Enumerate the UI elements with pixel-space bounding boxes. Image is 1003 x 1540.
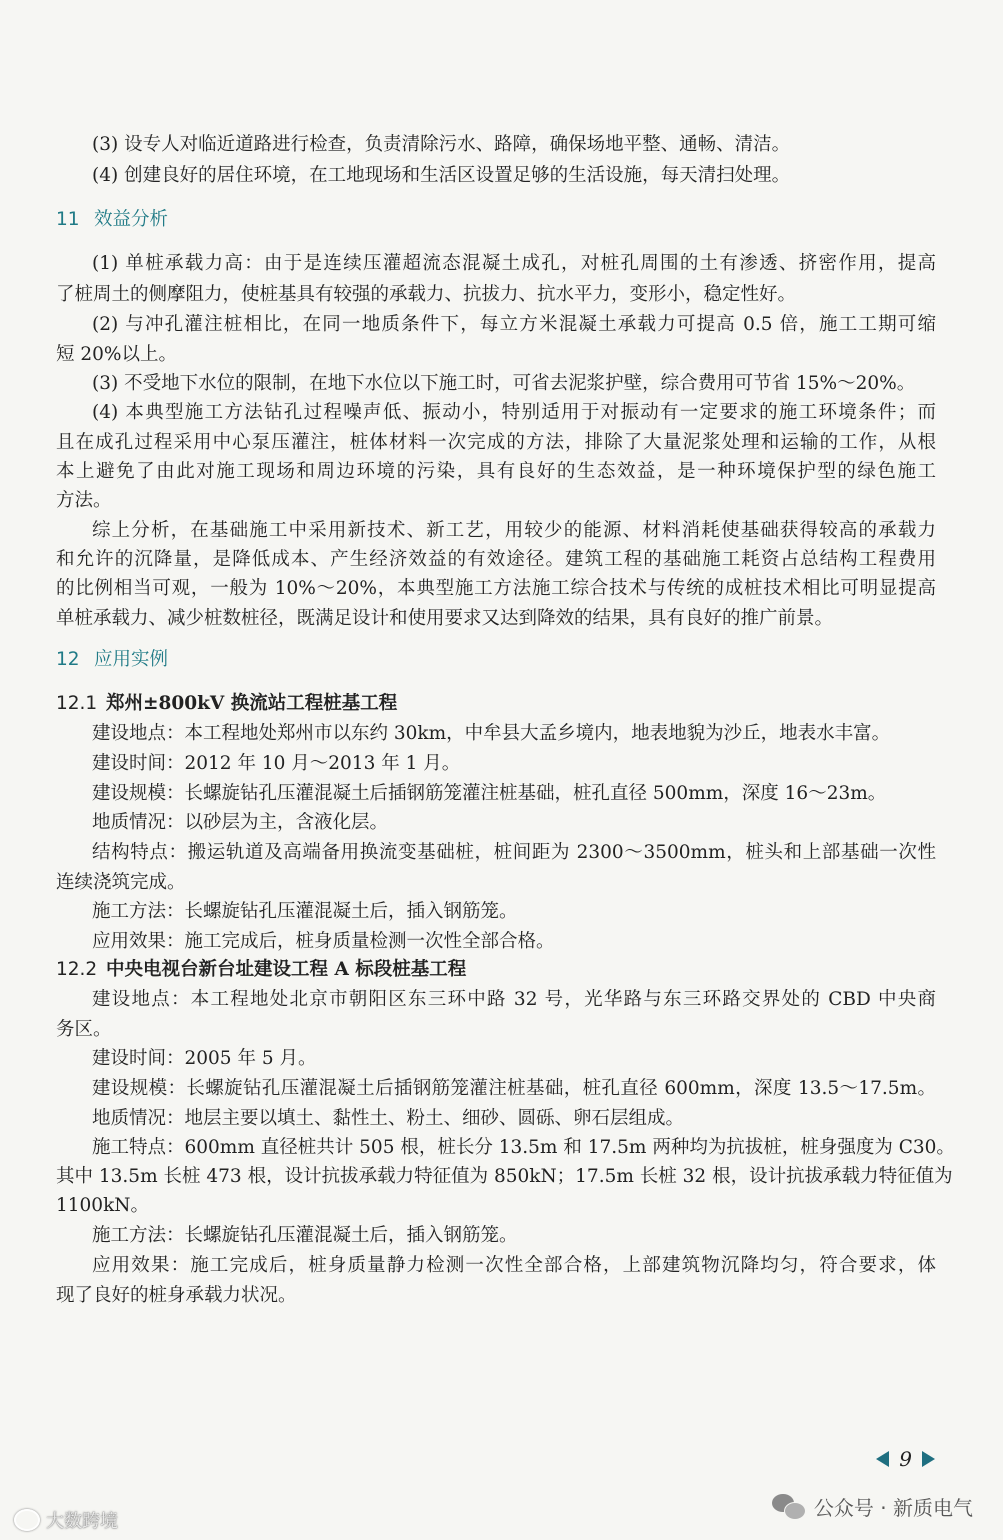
paragraph-line: 建设时间：2005 年 5 月。 — [92, 1048, 317, 1069]
paragraph-line: 建设时间：2012 年 10 月～2013 年 1 月。 — [92, 753, 461, 774]
paragraph-line: 建设地点：本工程地处郑州市以东约 30km，中牟县大孟乡境内，地表地貌为沙丘，地表水丰富。 — [92, 723, 891, 744]
paragraph-line: (1) 单桩承载力高：由于是连续压灌超流态混凝土成孔，对桩孔周围的土有渗透、挤密作用，提高 — [92, 253, 936, 274]
paragraph-line: 地质情况：地层主要以填土、黏性土、粉土、细砂、圆砾、卵石层组成。 — [92, 1108, 685, 1129]
paragraph-line: 施工特点：600mm 直径桩共计 505 根，桩长分 13.5m 和 17.5m 两种均为抗拔桩，桩身强度为 C30。 — [92, 1137, 955, 1158]
subsection-title: 中央电视台新台址建设工程 A 标段桩基工程 — [106, 959, 467, 980]
wechat-icon — [772, 1492, 806, 1520]
subsection-number: 12.1 — [56, 693, 98, 714]
section-title: 应用实例 — [94, 649, 169, 670]
paragraph-line: 本上避免了由此对施工现场和周边环境的污染，具有良好的生态效益，是一种环境保护型的绿色施工 — [56, 461, 936, 482]
paragraph-line: 结构特点：搬运轨道及高端备用换流变基础桩，桩间距为 2300～3500mm，桩头和上部基础一次性 — [92, 842, 936, 863]
watermark-logo-icon — [14, 1509, 40, 1531]
page-navigator — [876, 1446, 935, 1472]
paragraph-line: 1100kN。 — [56, 1195, 149, 1216]
paragraph-line: (3) 不受地下水位的限制，在地下水位以下施工时，可省去泥浆护壁，综合费用可节省 15%～20%。 — [92, 373, 916, 394]
paragraph-line: 单桩承载力、减少桩数桩径，既满足设计和使用要求又达到降效的结果，具有良好的推广前景。 — [56, 608, 834, 629]
prev-page-icon[interactable] — [876, 1451, 889, 1467]
paragraph-line: 连续浇筑完成。 — [56, 872, 186, 893]
section-number: 11 — [56, 209, 80, 230]
paragraph-line: 建设规模：长螺旋钻孔压灌混凝土后插钢筋笼灌注桩基础，桩孔直径 600mm，深度 13.5～17.5m。 — [92, 1078, 936, 1099]
watermark-corner-text: 大数跨境 — [46, 1511, 118, 1532]
paragraph-line: 地质情况：以砂层为主，含液化层。 — [92, 812, 389, 833]
list-item: (4) 创建良好的居住环境，在工地现场和生活区设置足够的生活设施，每天清扫处理。 — [92, 165, 791, 186]
paragraph-line: 应用效果：施工完成后，桩身质量静力检测一次性全部合格，上部建筑物沉降均匀，符合要求，体 — [92, 1255, 936, 1276]
subsection-heading-12-2 — [56, 958, 466, 982]
paragraph-line: 其中 13.5m 长桩 473 根，设计抗拔承载力特征值为 850kN；17.5m 长桩 32 根，设计抗拔承载力特征值为 — [56, 1166, 953, 1187]
next-page-icon[interactable] — [922, 1451, 935, 1467]
section-title: 效益分析 — [94, 209, 169, 230]
watermark-wechat — [772, 1488, 973, 1524]
paragraph-line: 建设地点：本工程地处北京市朝阳区东三环中路 32 号，光华路与东三环路交界处的 CBD 中央商 — [92, 989, 936, 1010]
page-number: 9 — [899, 1447, 912, 1471]
paragraph-line: 方法。 — [56, 490, 112, 511]
watermark-text: 公众号 · 新质电气 — [813, 1495, 973, 1520]
subsection-title: 郑州±800kV 换流站工程桩基工程 — [106, 693, 398, 714]
paragraph-line: 施工方法：长螺旋钻孔压灌混凝土后，插入钢筋笼。 — [92, 901, 518, 922]
section-heading-12 — [56, 648, 168, 672]
section-heading-11 — [56, 208, 168, 232]
paragraph-line: 的比例相当可观，一般为 10%～20%，本典型施工方法施工综合技术与传统的成桩技术相比可明显提高 — [56, 578, 936, 599]
subsection-number: 12.2 — [56, 959, 98, 980]
paragraph-line: 了桩周土的侧摩阻力，使桩基具有较强的承载力、抗拔力、抗水平力，变形小，稳定性好。 — [56, 284, 797, 305]
paragraph-line: 应用效果：施工完成后，桩身质量检测一次性全部合格。 — [92, 931, 555, 952]
paragraph-line: 施工方法：长螺旋钻孔压灌混凝土后，插入钢筋笼。 — [92, 1225, 518, 1246]
paragraph-line: 短 20%以上。 — [56, 344, 178, 365]
watermark-corner — [14, 1506, 118, 1534]
paragraph-line: 综上分析，在基础施工中采用新技术、新工艺，用较少的能源、材料消耗使基础获得较高的承载力 — [92, 520, 936, 541]
list-item: (3) 设专人对临近道路进行检查，负责清除污水、路障，确保场地平整、通畅、清洁。 — [92, 134, 791, 155]
paragraph-line: 现了良好的桩身承载力状况。 — [56, 1285, 297, 1306]
paragraph-line: (4) 本典型施工方法钻孔过程噪声低、振动小，特别适用于对振动有一定要求的施工环境条件；而 — [92, 402, 936, 423]
section-number: 12 — [56, 649, 80, 670]
paragraph-line: 务区。 — [56, 1019, 112, 1040]
paragraph-line: 和允许的沉降量，是降低成本、产生经济效益的有效途径。建筑工程的基础施工耗资占总结构工程费用 — [56, 549, 936, 570]
paragraph-line: 且在成孔过程采用中心泵压灌注，桩体材料一次完成的方法，排除了大量泥浆处理和运输的工作，从根 — [56, 432, 936, 453]
subsection-heading-12-1 — [56, 692, 397, 716]
paragraph-line: 建设规模：长螺旋钻孔压灌混凝土后插钢筋笼灌注桩基础，桩孔直径 500mm，深度 16～23m。 — [92, 783, 887, 804]
paragraph-line: (2) 与冲孔灌注桩相比，在同一地质条件下，每立方米混凝土承载力可提高 0.5 倍，施工工期可缩 — [92, 314, 936, 335]
